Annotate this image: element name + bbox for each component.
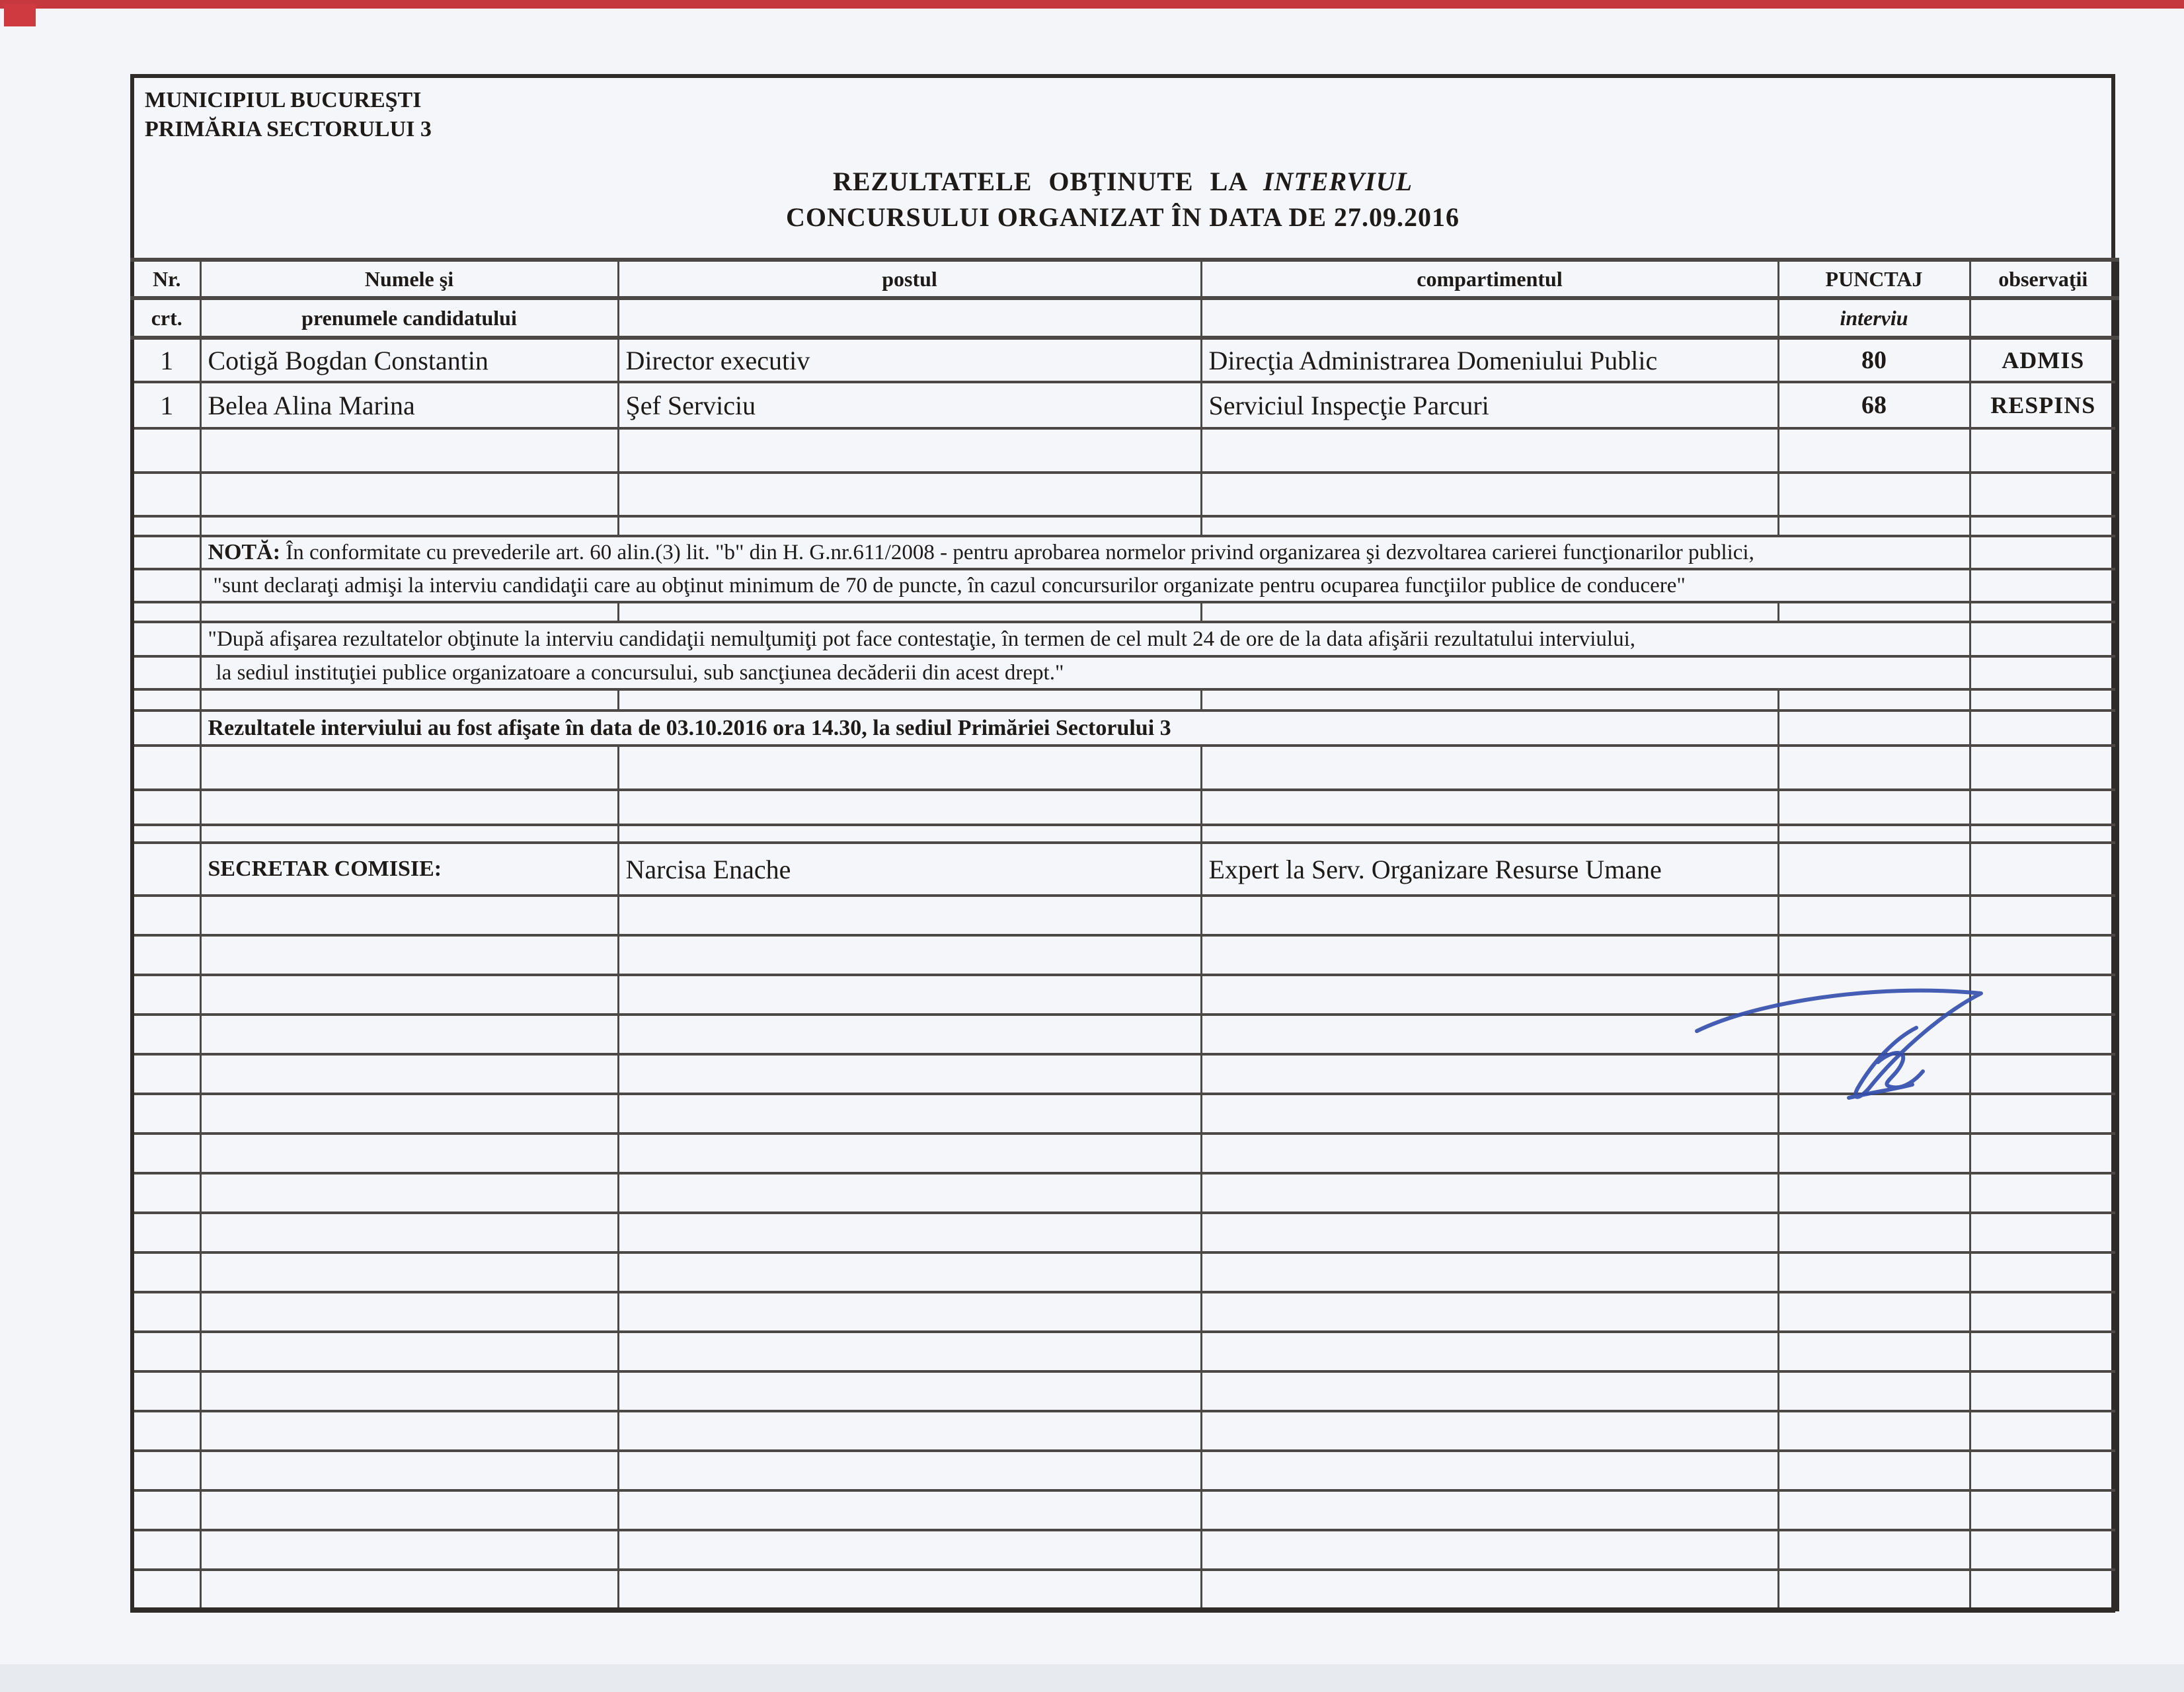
- spacer-row: [132, 689, 2117, 711]
- empty-cell: [1778, 1371, 1970, 1411]
- empty-cell: [1778, 1570, 1970, 1609]
- empty-row: [132, 935, 2117, 975]
- empty-cell: [1201, 1530, 1778, 1570]
- empty-cell: [1970, 1371, 2117, 1411]
- empty-cell: [618, 298, 1201, 338]
- spacer-row: [132, 516, 2117, 536]
- signature-cell: [1778, 843, 1970, 896]
- col-header-nr: Nr.: [132, 260, 200, 298]
- header-row-2: [132, 298, 2117, 338]
- empty-cell: [200, 1490, 618, 1530]
- empty-cell: [618, 1411, 1201, 1451]
- note-line-1: NOTĂ: În conformitate cu prevederile art. 60 alin.(3) lit. "b" din H. G.nr.611/2008 - pentru aprobarea normelor privind organizarea şi dezvoltarea carierei funcţionarilor publici,: [200, 536, 1970, 569]
- secretary-row: [132, 843, 2117, 896]
- empty-cell: [1201, 1292, 1778, 1332]
- org-name-line2: PRIMĂRIA SECTORULUI 3: [145, 117, 432, 141]
- empty-cell: [1201, 1173, 1778, 1213]
- title-line1-italic: INTERVIUL: [1263, 167, 1413, 196]
- col-header-crt: crt.: [132, 298, 200, 338]
- empty-cell: [1970, 1015, 2117, 1054]
- empty-cell: [1970, 1213, 2117, 1252]
- empty-cell: [1778, 1015, 1970, 1054]
- empty-cell: [1201, 1371, 1778, 1411]
- scan-corner-mark: [4, 4, 36, 26]
- col-header-post: postul: [618, 260, 1201, 298]
- empty-cell: [200, 1134, 618, 1173]
- empty-cell: [1778, 1213, 1970, 1252]
- empty-row: [132, 1015, 2117, 1054]
- candidate-result: RESPINS: [1970, 382, 2117, 428]
- empty-cell: [1778, 1134, 1970, 1173]
- candidate-score: 80: [1778, 338, 1970, 382]
- col-header-department: compartimentul: [1201, 260, 1778, 298]
- empty-cell: [1201, 1054, 1778, 1094]
- secretary-role: Expert la Serv. Organizare Resurse Umane: [1201, 843, 1778, 896]
- empty-cell: [1778, 1451, 1970, 1490]
- empty-cell: [1970, 1134, 2117, 1173]
- empty-cell: [132, 1292, 200, 1332]
- col-header-score: PUNCTAJ: [1778, 260, 1970, 298]
- note-row-1: [132, 536, 2117, 569]
- empty-cell: [132, 1451, 200, 1490]
- empty-rows-section: [132, 896, 2117, 1609]
- empty-cell: [1201, 1213, 1778, 1252]
- candidate-name: Cotigă Bogdan Constantin: [200, 338, 618, 382]
- empty-row: [132, 1490, 2117, 1530]
- empty-cell: [200, 1530, 618, 1570]
- empty-cell: [132, 935, 200, 975]
- empty-row: [132, 1094, 2117, 1134]
- col-header-score-sub: interviu: [1778, 298, 1970, 338]
- empty-cell: [1970, 1292, 2117, 1332]
- note-label: NOTĂ:: [208, 540, 281, 564]
- secretary-name: Narcisa Enache: [618, 843, 1201, 896]
- candidate-post: Şef Serviciu: [618, 382, 1201, 428]
- empty-row: [132, 1292, 2117, 1332]
- empty-cell: [618, 1371, 1201, 1411]
- empty-cell: [618, 896, 1201, 935]
- empty-cell: [618, 1213, 1201, 1252]
- empty-cell: [1778, 975, 1970, 1015]
- empty-cell: [132, 1054, 200, 1094]
- candidate-department: Direcţia Administrarea Domeniului Public: [1201, 338, 1778, 382]
- note-row-2: [132, 569, 2117, 602]
- empty-cell: [618, 1173, 1201, 1213]
- empty-cell: [200, 1173, 618, 1213]
- empty-row: [132, 746, 2117, 790]
- empty-cell: [618, 1134, 1201, 1173]
- empty-cell: [1970, 1451, 2117, 1490]
- empty-cell: [1778, 1252, 1970, 1292]
- empty-cell: [618, 1054, 1201, 1094]
- results-table: [130, 258, 2119, 1611]
- empty-row: [132, 428, 2117, 473]
- empty-cell: [132, 896, 200, 935]
- empty-cell: [1970, 1054, 2117, 1094]
- empty-cell: [1201, 298, 1778, 338]
- empty-cell: [1970, 1411, 2117, 1451]
- empty-cell: [200, 1252, 618, 1292]
- candidate-score: 68: [1778, 382, 1970, 428]
- empty-cell: [618, 1292, 1201, 1332]
- spacer-row: [132, 825, 2117, 843]
- empty-cell: [200, 896, 618, 935]
- empty-cell: [1970, 1252, 2117, 1292]
- empty-cell: [618, 935, 1201, 975]
- header-row-1: [132, 260, 2117, 298]
- spacer-row: [132, 602, 2117, 622]
- empty-cell: [200, 1332, 618, 1371]
- empty-cell: [132, 1173, 200, 1213]
- empty-cell: [200, 1054, 618, 1094]
- empty-cell: [1778, 935, 1970, 975]
- contest-row-2: [132, 656, 2117, 689]
- empty-cell: [1201, 935, 1778, 975]
- contest-line-2: la sediul instituţiei publice organizatoare a concursului, sub sancţiunea decăderii din acest drept.": [200, 656, 1970, 689]
- empty-row: [132, 896, 2117, 935]
- candidate-nr: 1: [132, 382, 200, 428]
- empty-cell: [200, 935, 618, 975]
- empty-cell: [132, 1015, 200, 1054]
- table-row-candidate-2: [132, 382, 2117, 428]
- empty-cell: [200, 1094, 618, 1134]
- empty-cell: [618, 1530, 1201, 1570]
- empty-cell: [1778, 896, 1970, 935]
- empty-cell: [132, 1371, 200, 1411]
- empty-cell: [132, 1490, 200, 1530]
- empty-cell: [1778, 1054, 1970, 1094]
- empty-row: [132, 1134, 2117, 1173]
- empty-cell: [132, 1213, 200, 1252]
- empty-cell: [200, 1570, 618, 1609]
- empty-row: [132, 1252, 2117, 1292]
- org-name-line1: MUNICIPIUL BUCUREŞTI: [145, 88, 422, 112]
- empty-cell: [1970, 1094, 2117, 1134]
- contest-line-1: "După afişarea rezultatelor obţinute la interviu candidaţii nemulţumiţi pot face contestaţie, în termen de cel mult 24 de ore de la data afişării rezultatului interviului,: [200, 622, 1970, 656]
- candidate-nr: 1: [132, 338, 200, 382]
- empty-row: [132, 1173, 2117, 1213]
- empty-cell: [1201, 1570, 1778, 1609]
- empty-cell: [618, 1094, 1201, 1134]
- empty-cell: [200, 1292, 618, 1332]
- empty-cell: [1201, 1411, 1778, 1451]
- empty-cell: [1201, 975, 1778, 1015]
- empty-cell: [132, 1252, 200, 1292]
- empty-cell: [1970, 1490, 2117, 1530]
- empty-cell: [1778, 1094, 1970, 1134]
- document-frame: [130, 74, 2115, 1613]
- secretary-label: SECRETAR COMISIE:: [200, 843, 618, 896]
- empty-cell: [1970, 896, 2117, 935]
- empty-cell: [1778, 1292, 1970, 1332]
- empty-row: [132, 1213, 2117, 1252]
- empty-row: [132, 1332, 2117, 1371]
- empty-cell: [1201, 1451, 1778, 1490]
- published-row: [132, 711, 2117, 746]
- empty-cell: [618, 1490, 1201, 1530]
- empty-cell: [1970, 298, 2117, 338]
- scan-edge-bottom: [0, 1664, 2184, 1692]
- empty-cell: [132, 1411, 200, 1451]
- empty-row: [132, 1371, 2117, 1411]
- contest-row-1: [132, 622, 2117, 656]
- empty-cell: [618, 1015, 1201, 1054]
- empty-cell: [1970, 935, 2117, 975]
- empty-cell: [1778, 1530, 1970, 1570]
- title-line2: CONCURSULUI ORGANIZAT ÎN DATA DE 27.09.2016: [785, 202, 1460, 232]
- empty-cell: [1970, 1530, 2117, 1570]
- org-header: [145, 86, 2111, 144]
- empty-cell: [1201, 1490, 1778, 1530]
- empty-cell: [200, 1451, 618, 1490]
- empty-row: [132, 975, 2117, 1015]
- empty-cell: [1201, 1332, 1778, 1371]
- empty-row: [132, 1570, 2117, 1609]
- empty-row: [132, 473, 2117, 516]
- empty-cell: [618, 1252, 1201, 1292]
- empty-cell: [1970, 1570, 2117, 1609]
- empty-cell: [1201, 1094, 1778, 1134]
- empty-row: [132, 1451, 2117, 1490]
- candidate-name: Belea Alina Marina: [200, 382, 618, 428]
- empty-cell: [1778, 1173, 1970, 1213]
- empty-row: [132, 790, 2117, 825]
- col-header-name-2: prenumele candidatului: [200, 298, 618, 338]
- title-line1: [134, 164, 2111, 200]
- empty-cell: [132, 975, 200, 1015]
- empty-cell: [1201, 896, 1778, 935]
- published-statement: Rezultatele interviului au fost afişate în data de 03.10.2016 ora 14.30, la sediul Primăriei Sectorului 3: [200, 711, 1778, 746]
- empty-cell: [1778, 1411, 1970, 1451]
- candidate-department: Serviciul Inspecţie Parcuri: [1201, 382, 1778, 428]
- document-title: [134, 164, 2111, 235]
- empty-row: [132, 1530, 2117, 1570]
- empty-cell: [618, 1451, 1201, 1490]
- col-header-observations: observaţii: [1970, 260, 2117, 298]
- empty-cell: [1201, 1252, 1778, 1292]
- empty-cell: [1970, 1332, 2117, 1371]
- note-line-2: "sunt declaraţi admişi la interviu candidaţii care au obţinut minimum de 70 de puncte, în cazul concursurilor organizate pentru ocuparea funcţiilor publice de conducere": [200, 569, 1970, 602]
- empty-cell: [1778, 1332, 1970, 1371]
- empty-cell: [132, 1134, 200, 1173]
- empty-row: [132, 1411, 2117, 1451]
- col-header-name-1: Numele şi: [200, 260, 618, 298]
- empty-cell: [1970, 975, 2117, 1015]
- empty-cell: [618, 1570, 1201, 1609]
- empty-cell: [200, 1213, 618, 1252]
- empty-cell: [200, 1411, 618, 1451]
- empty-row: [132, 1054, 2117, 1094]
- empty-cell: [1201, 1015, 1778, 1054]
- empty-cell: [200, 1015, 618, 1054]
- empty-cell: [200, 975, 618, 1015]
- empty-cell: [1201, 1134, 1778, 1173]
- scan-edge-top: [0, 0, 2184, 9]
- empty-cell: [132, 1530, 200, 1570]
- empty-cell: [618, 1332, 1201, 1371]
- title-line1-normal: REZULTATELE OBŢINUTE LA: [832, 167, 1263, 196]
- empty-cell: [200, 1371, 618, 1411]
- empty-cell: [1970, 1173, 2117, 1213]
- candidate-post: Director executiv: [618, 338, 1201, 382]
- table-row-candidate-1: [132, 338, 2117, 382]
- empty-cell: [1778, 1490, 1970, 1530]
- candidate-result: ADMIS: [1970, 338, 2117, 382]
- empty-cell: [618, 975, 1201, 1015]
- empty-cell: [132, 1570, 200, 1609]
- empty-cell: [132, 1094, 200, 1134]
- empty-cell: [132, 1332, 200, 1371]
